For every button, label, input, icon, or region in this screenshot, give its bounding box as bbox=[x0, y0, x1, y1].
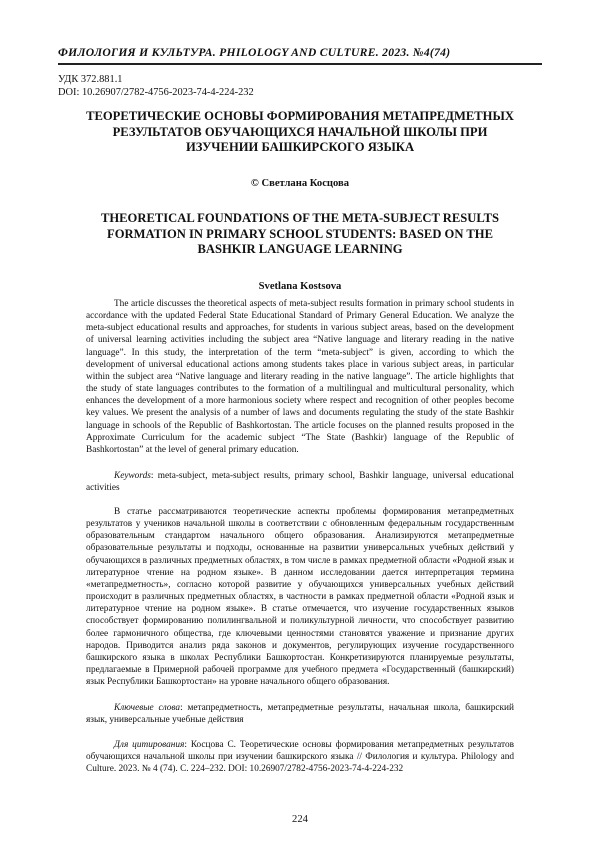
title-english-line: BASHKIR LANGUAGE LEARNING bbox=[197, 242, 403, 256]
keywords-russian bbox=[86, 702, 514, 726]
keywords-english-label: Keywords bbox=[114, 471, 151, 481]
page-number: 224 bbox=[292, 814, 308, 825]
citation bbox=[86, 739, 514, 775]
abstract-russian-text: В статье рассматриваются теоретические аспекты проблемы формирования метапредметных результатов у учеников начальной школы в соответствии с обновленным федеральным государственным образовательным стандартом начального общего образования. Анализируются метапредметные образовательные результаты и подходы, основанные на развитии универсальных учебных действий у обучающихся в различных предметных областях, в том числе в рамках предметной области «Родной язык и литературное чтение на родном языке». В данном исследовании дается интерпретация термина «метапредметность», согласно которой развитие у обучающихся универсальных учебных действий происходит в различных предметных областях, в частности в рамках предметной области «Родной язык и литературное чтение на родном языке». В статье отмечается, что изучение государственных языков способствует формированию полилингвальной и поликультурной личности, что способствует развитию более гармоничного общества, где ключевыми ценностями становятся уважение и признание других народов. Приводится анализ ряда законов и документов, регулирующих изучение государственного башкирского языка в школах Республики Башкортостан. Конкретизируются планируемые результаты, предлагаемые в Примерной рабочей программе для учебного предмета «Государственный (башкирский) язык Республики Башкортостан» на уровне начального общего образования. bbox=[86, 507, 514, 688]
title-russian-line: ТЕОРЕТИЧЕСКИЕ ОСНОВЫ ФОРМИРОВАНИЯ МЕТАПРЕДМЕТНЫХ bbox=[86, 109, 514, 123]
keywords-russian-text: : метапредметность, метапредметные результаты, начальная школа, башкирский язык, универсальные учебные действия bbox=[86, 703, 514, 726]
citation-label: Для цитирования bbox=[114, 740, 185, 750]
abstract-english bbox=[86, 298, 514, 456]
author-russian: © Светлана Косцова bbox=[250, 178, 350, 189]
author-english: Svetlana Kostsova bbox=[258, 281, 342, 292]
keywords-english-text: : meta-subject, meta-subject results, primary school, Bashkir language, universal educational activities bbox=[86, 471, 514, 494]
title-english-line: THEORETICAL FOUNDATIONS OF THE META-SUBJECT RESULTS bbox=[100, 211, 500, 225]
keywords-russian-label: Ключевые слова bbox=[114, 703, 181, 713]
title-russian-line: ИЗУЧЕНИИ БАШКИРСКОГО ЯЗЫКА bbox=[185, 140, 415, 154]
abstract-russian bbox=[86, 506, 514, 688]
title-russian-line: РЕЗУЛЬТАТОВ ОБУЧАЮЩИХСЯ НАЧАЛЬНОЙ ШКОЛЫ ПРИ bbox=[112, 124, 488, 139]
title-english bbox=[58, 211, 542, 258]
header-divider bbox=[58, 63, 542, 65]
keywords-english bbox=[86, 470, 514, 494]
doi-line: DOI: 10.26907/2782-4756-2023-74-4-224-232 bbox=[58, 87, 254, 98]
abstract-english-text: The article discusses the theoretical aspects of meta-subject results formation in primary school students in accordance with the updated Federal State Educational Standard of Primary General Education. We analyze the meta-subject educational results and approaches, for students in various subject areas, based on the development of universal learning activities including the subject area “Native language and literary reading in the native language”. In this study, the interpretation of the term “meta-subject” is given, according to which the development of universal educational actions among students takes place in various subject areas, in particular within the subject area “Native language and literary reading in the native language”. The article highlights that the study of state languages contributes to the formation of a multilingual and multicultural personality, which enhances the development of a more harmonious society where respect and recognition of other peoples become key values. We present the analysis of a number of laws and documents regulating the study of the state Bashkir language in schools of the Republic of Bashkortostan. The article focuses on the planned results proposed in the Approximate Curriculum for the academic subject “The State (Bashkir) language of the Republic of Bashkortostan” at the level of general primary education. bbox=[86, 299, 514, 455]
udk-code: УДК 372.881.1 bbox=[58, 74, 123, 85]
title-russian bbox=[58, 109, 542, 156]
title-english-line: FORMATION IN PRIMARY SCHOOL STUDENTS: BASED ON THE bbox=[107, 226, 493, 241]
running-header: ФИЛОЛОГИЯ И КУЛЬТУРА. PHILOLOGY AND CULTURE. 2023. №4(74) bbox=[58, 46, 451, 59]
citation-text: : Косцова С. Теоретические основы формирования метапредметных результатов обучающихся начальной школы при изучении башкирского языка // Филология и культура. Philology and Culture. 2023. № 4 (74). С. 224–232. DOI: 10.26907/2782-4756-2023-74-4-224-232 bbox=[86, 740, 514, 775]
article-meta bbox=[58, 73, 254, 99]
